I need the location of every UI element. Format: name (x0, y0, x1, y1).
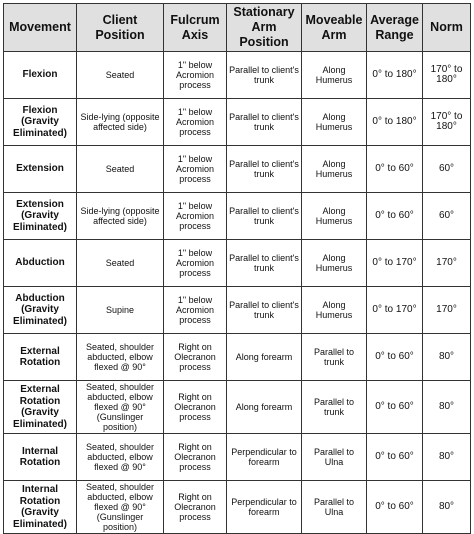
table-row (4, 434, 471, 481)
cell-average-range: 0° to 60° (367, 481, 423, 534)
cell-movement: Abduction (4, 240, 77, 287)
cell-fulcrum-axis: Right on Olecranon process (164, 481, 227, 534)
table-row (4, 52, 471, 99)
cell-average-range: 0° to 60° (367, 146, 423, 193)
cell-norm: 80° (423, 434, 471, 481)
table-row (4, 381, 471, 434)
cell-fulcrum-axis: Right on Olecranon process (164, 334, 227, 381)
cell-fulcrum-axis: 1" below Acromion process (164, 52, 227, 99)
cell-movement: Internal Rotation (4, 434, 77, 481)
cell-stationary-arm: Along forearm (227, 334, 302, 381)
cell-norm: 170° to 180° (423, 99, 471, 146)
table-row (4, 240, 471, 287)
cell-stationary-arm: Parallel to client's trunk (227, 52, 302, 99)
cell-stationary-arm: Parallel to client's trunk (227, 99, 302, 146)
cell-fulcrum-axis: 1" below Acromion process (164, 193, 227, 240)
header-stationary-arm-position: Stationary Arm Position (227, 4, 302, 52)
header-movement: Movement (4, 4, 77, 52)
cell-movement: External Rotation (Gravity Eliminated) (4, 381, 77, 434)
header-row (4, 4, 471, 52)
cell-average-range: 0° to 170° (367, 240, 423, 287)
cell-norm: 80° (423, 334, 471, 381)
cell-average-range: 0° to 170° (367, 287, 423, 334)
cell-fulcrum-axis: 1" below Acromion process (164, 146, 227, 193)
cell-moveable-arm: Parallel to Ulna (302, 434, 367, 481)
header-norm: Norm (423, 4, 471, 52)
cell-moveable-arm: Along Humerus (302, 52, 367, 99)
cell-client-position: Seated, shoulder abducted, elbow flexed @ 90° (77, 434, 164, 481)
cell-fulcrum-axis: Right on Olecranon process (164, 434, 227, 481)
cell-client-position: Seated, shoulder abducted, elbow flexed @ 90° (77, 334, 164, 381)
cell-moveable-arm: Along Humerus (302, 287, 367, 334)
cell-stationary-arm: Perpendicular to forearm (227, 481, 302, 534)
cell-client-position: Side-lying (opposite affected side) (77, 193, 164, 240)
range-of-motion-table (3, 3, 471, 534)
cell-client-position: Seated (77, 146, 164, 193)
table-row (4, 193, 471, 240)
cell-norm: 80° (423, 381, 471, 434)
header-fulcrum-axis: Fulcrum Axis (164, 4, 227, 52)
cell-norm: 60° (423, 193, 471, 240)
cell-movement: Extension (Gravity Eliminated) (4, 193, 77, 240)
cell-average-range: 0° to 180° (367, 52, 423, 99)
cell-movement: Internal Rotation (Gravity Eliminated) (4, 481, 77, 534)
cell-norm: 80° (423, 481, 471, 534)
cell-fulcrum-axis: 1" below Acromion process (164, 240, 227, 287)
cell-fulcrum-axis: 1" below Acromion process (164, 99, 227, 146)
table-row (4, 481, 471, 534)
header-average-range: Average Range (367, 4, 423, 52)
header-client-position: Client Position (77, 4, 164, 52)
table-row (4, 287, 471, 334)
cell-norm: 170° (423, 287, 471, 334)
cell-fulcrum-axis: Right on Olecranon process (164, 381, 227, 434)
cell-client-position: Seated (77, 52, 164, 99)
table-row (4, 146, 471, 193)
cell-client-position: Side-lying (opposite affected side) (77, 99, 164, 146)
cell-average-range: 0° to 60° (367, 334, 423, 381)
cell-norm: 170° (423, 240, 471, 287)
cell-average-range: 0° to 180° (367, 99, 423, 146)
cell-stationary-arm: Parallel to client's trunk (227, 240, 302, 287)
cell-client-position: Seated, shoulder abducted, elbow flexed @ 90° (Gunslinger position) (77, 481, 164, 534)
cell-stationary-arm: Parallel to client's trunk (227, 287, 302, 334)
table-row (4, 99, 471, 146)
cell-norm: 60° (423, 146, 471, 193)
cell-client-position: Seated, shoulder abducted, elbow flexed @ 90° (Gunslinger position) (77, 381, 164, 434)
cell-moveable-arm: Along Humerus (302, 146, 367, 193)
cell-movement: Flexion (4, 52, 77, 99)
cell-average-range: 0° to 60° (367, 381, 423, 434)
cell-stationary-arm: Parallel to client's trunk (227, 193, 302, 240)
cell-fulcrum-axis: 1" below Acromion process (164, 287, 227, 334)
cell-movement: Abduction (Gravity Eliminated) (4, 287, 77, 334)
cell-stationary-arm: Parallel to client's trunk (227, 146, 302, 193)
cell-moveable-arm: Along Humerus (302, 193, 367, 240)
cell-client-position: Supine (77, 287, 164, 334)
table-row (4, 334, 471, 381)
cell-moveable-arm: Along Humerus (302, 240, 367, 287)
cell-movement: Extension (4, 146, 77, 193)
cell-moveable-arm: Parallel to trunk (302, 381, 367, 434)
cell-movement: Flexion (Gravity Eliminated) (4, 99, 77, 146)
cell-stationary-arm: Perpendicular to forearm (227, 434, 302, 481)
cell-moveable-arm: Parallel to Ulna (302, 481, 367, 534)
cell-moveable-arm: Along Humerus (302, 99, 367, 146)
cell-average-range: 0° to 60° (367, 193, 423, 240)
header-moveable-arm: Moveable Arm (302, 4, 367, 52)
cell-norm: 170° to 180° (423, 52, 471, 99)
cell-stationary-arm: Along forearm (227, 381, 302, 434)
cell-moveable-arm: Parallel to trunk (302, 334, 367, 381)
cell-client-position: Seated (77, 240, 164, 287)
cell-average-range: 0° to 60° (367, 434, 423, 481)
cell-movement: External Rotation (4, 334, 77, 381)
